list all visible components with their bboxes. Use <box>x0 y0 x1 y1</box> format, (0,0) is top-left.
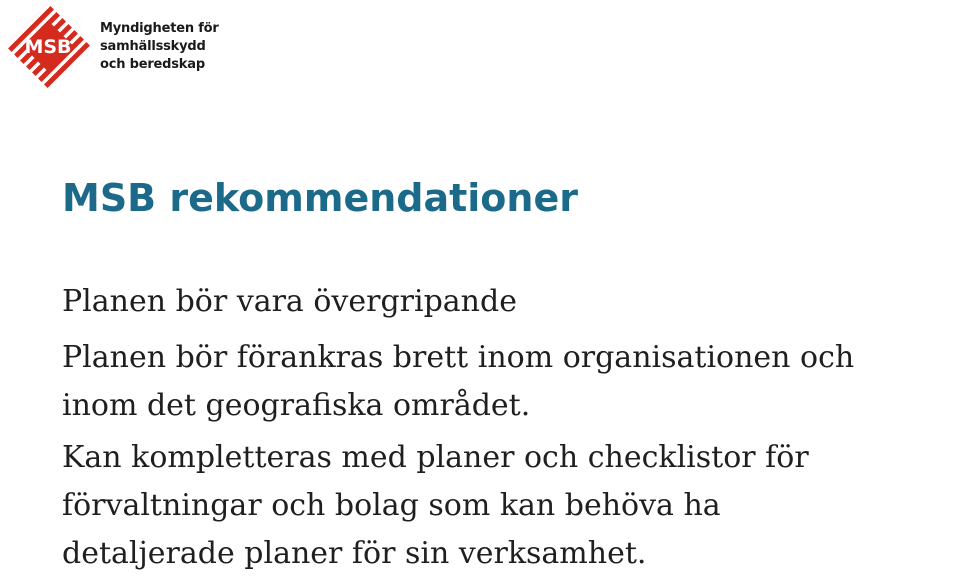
page-title: MSB rekommendationer <box>62 176 578 220</box>
paragraph-overarching <box>62 278 952 326</box>
paragraph-complement <box>62 434 952 578</box>
paragraph-anchoring <box>62 334 952 430</box>
logo-mark-text: MSB <box>24 36 72 58</box>
paragraph-line: Kan kompletteras med planer och checklistor för <box>62 440 809 475</box>
slide-body <box>62 278 952 578</box>
logo-org-line: samhällsskydd <box>100 39 206 54</box>
msb-logo-mark <box>6 4 90 88</box>
paragraph-line: förvaltningar och bolag som kan behöva ha <box>62 488 721 523</box>
logo-org-line: Myndigheten för <box>100 21 219 36</box>
paragraph-line: Planen bör vara övergripande <box>62 284 517 319</box>
paragraph-line: detaljerade planer för sin verksamhet. <box>62 536 647 571</box>
logo-org-name <box>100 20 219 74</box>
logo-org-line: och beredskap <box>100 57 205 72</box>
paragraph-line: Planen bör förankras brett inom organisationen och <box>62 340 855 375</box>
paragraph-line: inom det geografiska området. <box>62 388 531 423</box>
msb-logo <box>6 4 219 94</box>
